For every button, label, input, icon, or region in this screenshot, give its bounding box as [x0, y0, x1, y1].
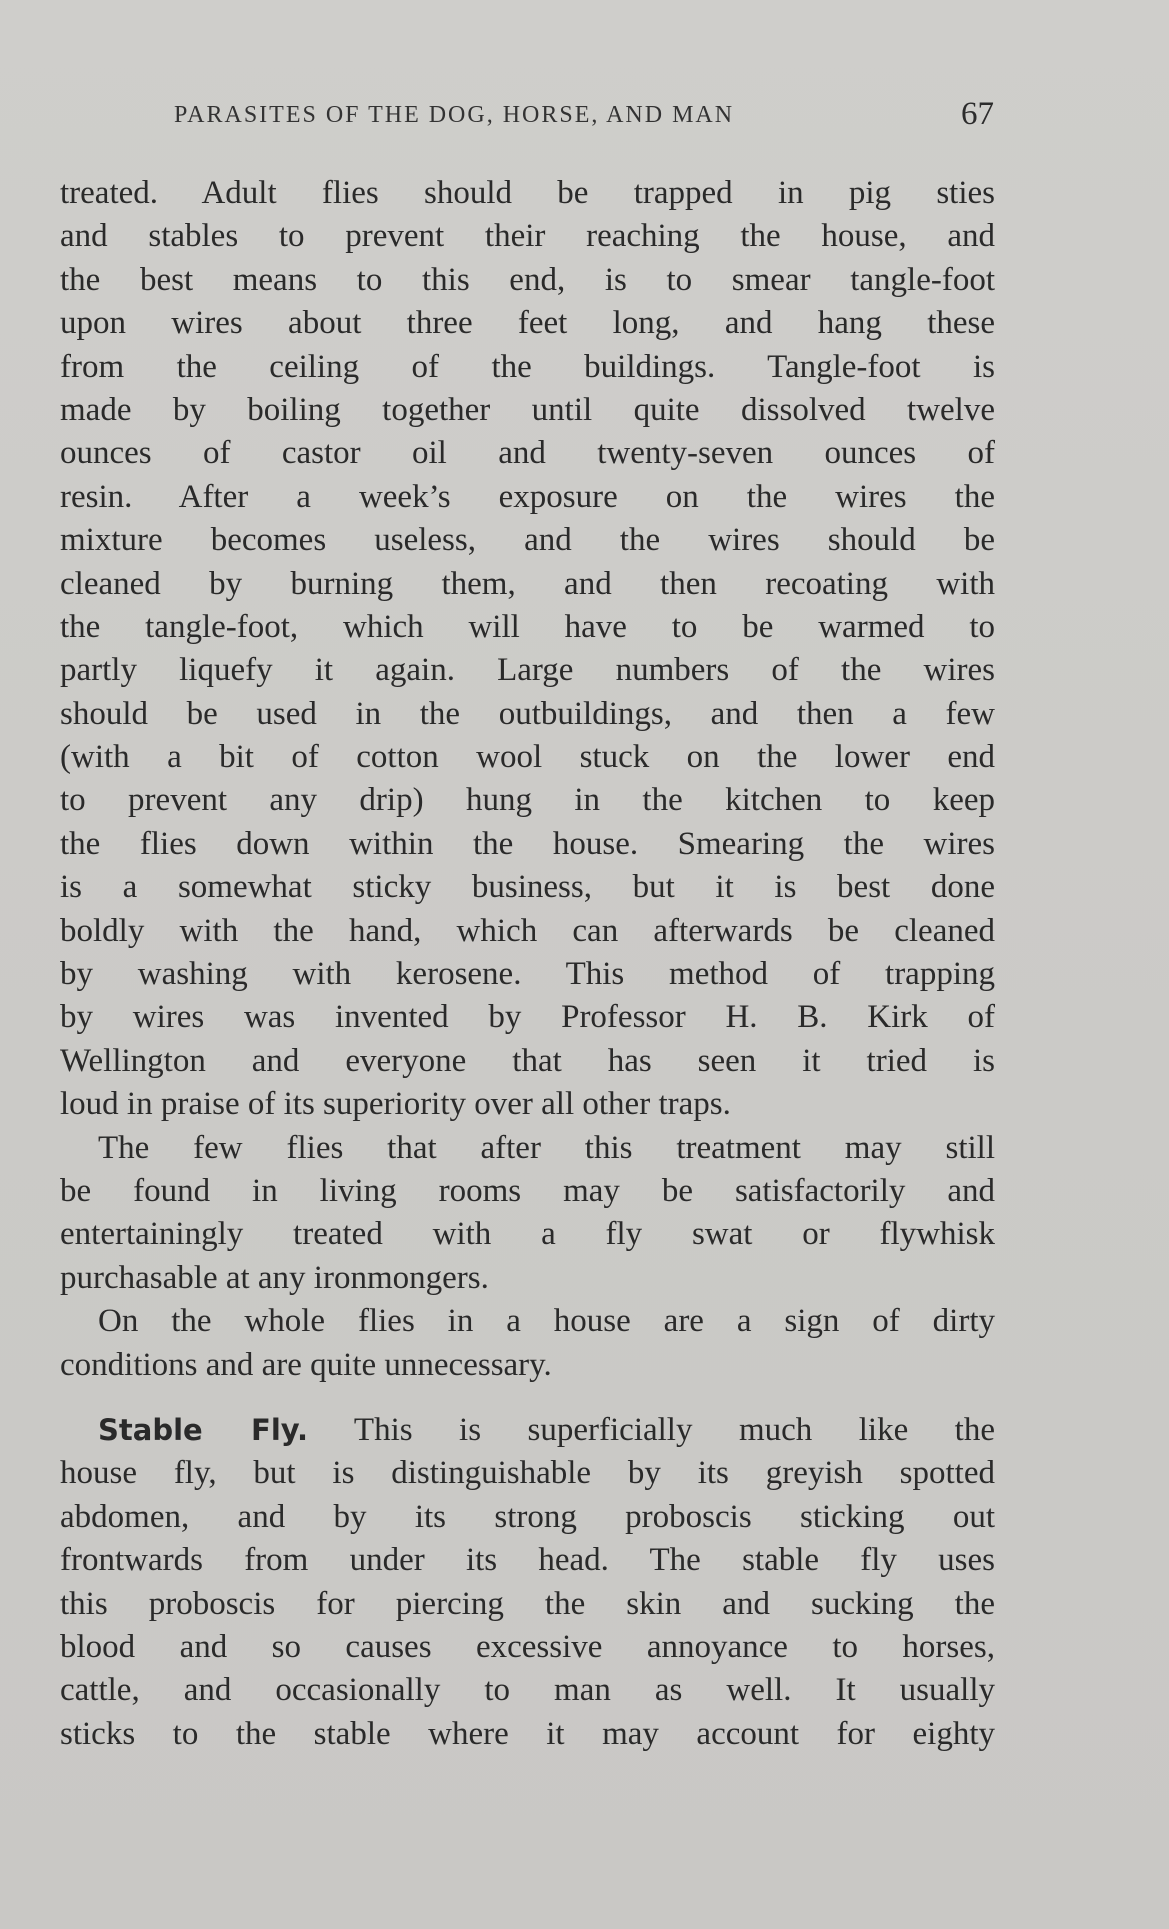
text-line: by washing with kerosene. This method of trapping	[60, 956, 995, 993]
text-line: cleaned by burning them, and then recoating with	[60, 565, 995, 602]
text-line: entertainingly treated with a fly swat or flywhisk	[60, 1216, 995, 1253]
text-line: should be used in the outbuildings, and then a few	[60, 695, 995, 732]
text-line: to prevent any drip) hung in the kitchen to keep	[60, 782, 995, 819]
text-line	[60, 1409, 995, 1452]
text-line: house fly, but is distinguishable by its greyish spotted	[60, 1455, 995, 1492]
text-line: loud in praise of its superiority over all other traps.	[60, 1086, 731, 1123]
text-line: sticks to the stable where it may account for eighty	[60, 1715, 995, 1752]
text-line: purchasable at any ironmongers.	[60, 1259, 489, 1296]
text-span: This is superficially much like the	[353, 1411, 996, 1448]
running-head	[174, 96, 994, 136]
text-line: On the whole flies in a house are a sign of dirty	[98, 1303, 995, 1340]
paragraph-fly-trapping	[60, 172, 995, 1127]
text-line: partly liquefy it again. Large numbers of the wires	[60, 652, 995, 689]
text-line: made by boiling together until quite dissolved twelve	[60, 391, 995, 428]
section-gap	[60, 1387, 995, 1409]
text-line: blood and so causes excessive annoyance to horses,	[60, 1628, 995, 1665]
text-line: Wellington and everyone that has seen it tried is	[60, 1042, 995, 1079]
text-line: from the ceiling of the buildings. Tangle-foot is	[60, 348, 995, 385]
text-line: by wires was invented by Professor H. B. Kirk of	[60, 999, 995, 1036]
text-line: the best means to this end, is to smear tangle-foot	[60, 261, 995, 298]
paragraph-living-rooms	[60, 1127, 995, 1301]
text-line: resin. After a week’s exposure on the wires the	[60, 478, 995, 515]
body-text	[60, 172, 995, 1756]
text-line: mixture becomes useless, and the wires should be	[60, 522, 995, 559]
paragraph-stable-fly	[60, 1409, 995, 1756]
text-line: The few flies that after this treatment may still	[98, 1129, 995, 1166]
text-line: the tangle-foot, which will have to be warmed to	[60, 608, 995, 645]
text-line: conditions and are quite unnecessary.	[60, 1346, 552, 1383]
text-line: cattle, and occasionally to man as well. It usually	[60, 1672, 995, 1709]
text-line: treated. Adult flies should be trapped in pig sties	[60, 175, 995, 211]
text-line: boldly with the hand, which can afterwards be cleaned	[60, 912, 995, 949]
text-line: abdomen, and by its strong proboscis sticking out	[60, 1498, 995, 1535]
text-line: frontwards from under its head. The stable fly uses	[60, 1542, 995, 1579]
text-line: (with a bit of cotton wool stuck on the lower end	[60, 739, 995, 776]
text-line: is a somewhat sticky business, but it is best done	[60, 869, 995, 906]
text-line: this proboscis for piercing the skin and sucking the	[60, 1585, 995, 1622]
text-line: be found in living rooms may be satisfactorily and	[60, 1172, 995, 1209]
paragraph-dirty-conditions	[60, 1300, 995, 1387]
text-line: the flies down within the house. Smearing the wires	[60, 825, 995, 862]
text-line: ounces of castor oil and twenty-seven ounces of	[60, 435, 995, 472]
text-line: and stables to prevent their reaching the house, and	[60, 218, 995, 255]
section-heading-stable-fly: Stable Fly.	[98, 1412, 309, 1447]
running-title: PARASITES OF THE DOG, HORSE, AND MAN	[174, 102, 735, 128]
page-number: 67	[961, 96, 994, 132]
text-line: upon wires about three feet long, and hang these	[60, 305, 995, 342]
